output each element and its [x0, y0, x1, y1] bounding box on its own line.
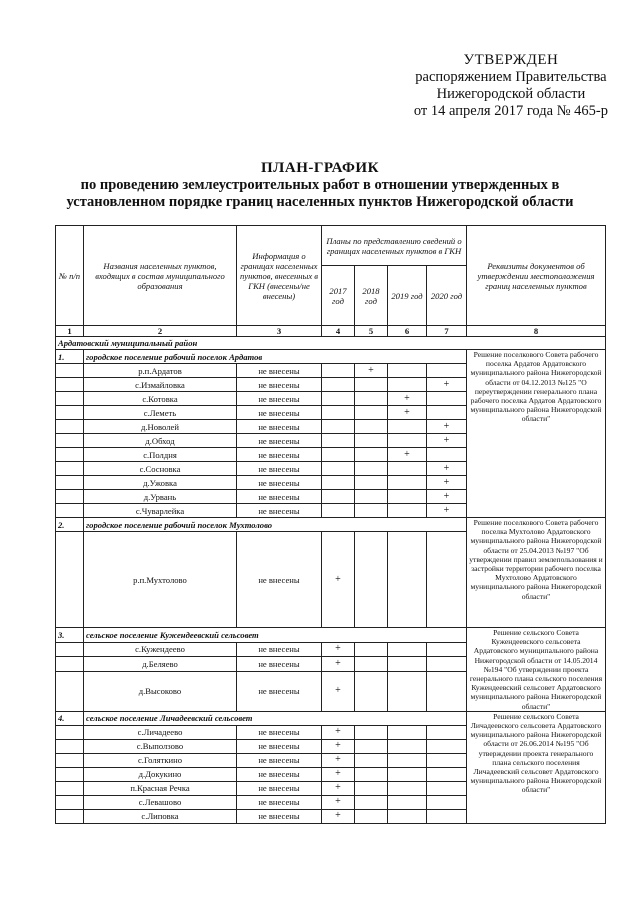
plan-mark-2017 [322, 462, 355, 476]
column-number-row [56, 326, 606, 337]
plan-mark-2020 [427, 392, 467, 406]
settlement-number: 1. [56, 350, 84, 364]
plan-mark-2018 [355, 795, 388, 809]
plan-mark-2018 [355, 504, 388, 518]
plan-mark-2017: + [322, 781, 355, 795]
plan-mark-2017: + [322, 532, 355, 628]
plan-mark-2017 [322, 476, 355, 490]
header-2018: 2018 год [355, 266, 388, 326]
gkn-status: не внесены [237, 781, 322, 795]
place-name: с.Выползово [84, 739, 237, 753]
plan-mark-2020 [427, 739, 467, 753]
place-name: с.Голяткино [84, 753, 237, 767]
gkn-status: не внесены [237, 739, 322, 753]
plan-mark-2018 [355, 753, 388, 767]
plan-mark-2017 [322, 364, 355, 378]
place-name: р.п.Ардатов [84, 364, 237, 378]
place-name: с.Левашово [84, 795, 237, 809]
gkn-status: не внесены [237, 642, 322, 657]
plan-mark-2019 [388, 767, 427, 781]
settlement-header-row [56, 518, 606, 532]
plan-mark-2018 [355, 739, 388, 753]
header-names: Названия населенных пунктов, входящих в состав муниципального образования [84, 226, 237, 326]
plan-mark-2020 [427, 364, 467, 378]
row-number-cell [56, 490, 84, 504]
gkn-status: не внесены [237, 725, 322, 739]
plan-mark-2017: + [322, 671, 355, 711]
plan-mark-2018 [355, 725, 388, 739]
header-2019: 2019 год [388, 266, 427, 326]
plan-mark-2018 [355, 462, 388, 476]
document-title [0, 160, 640, 211]
plan-mark-2019 [388, 364, 427, 378]
plan-mark-2020 [427, 532, 467, 628]
plan-mark-2018 [355, 378, 388, 392]
plan-mark-2017: + [322, 795, 355, 809]
requisites-cell: Решение поселкового Совета рабочего поселка Мухтолово Ардатовского муниципального района Нижегородской области от 25.04.2013 №197 "Об утверждении правил землепользования и застройки территории рабочего поселка Мухтолово Ардатовского муниципального района Нижегородской области" [467, 518, 606, 628]
approval-block [414, 52, 608, 120]
header-num: № п/п [56, 226, 84, 326]
row-number-cell [56, 671, 84, 711]
settlement-header-row [56, 711, 606, 725]
row-number-cell [56, 767, 84, 781]
approval-line-2: Нижегородской области [436, 86, 586, 102]
plan-mark-2017: + [322, 739, 355, 753]
settlement-number: 2. [56, 518, 84, 532]
row-number-cell [56, 725, 84, 739]
gkn-status: не внесены [237, 671, 322, 711]
approval-line-3: от 14 апреля 2017 года № 465-р [413, 103, 608, 119]
settlement-header-row [56, 628, 606, 643]
row-number-cell [56, 504, 84, 518]
gkn-status: не внесены [237, 448, 322, 462]
plan-mark-2020 [427, 795, 467, 809]
plan-mark-2017: + [322, 753, 355, 767]
plan-mark-2018 [355, 642, 388, 657]
plan-mark-2020 [427, 642, 467, 657]
plan-mark-2020 [427, 725, 467, 739]
gkn-status: не внесены [237, 364, 322, 378]
plan-mark-2018 [355, 532, 388, 628]
plan-mark-2017 [322, 392, 355, 406]
plan-body [56, 350, 606, 824]
title-line-2: установленном порядке границ населенных пунктов Нижегородской области [66, 194, 574, 210]
row-number-cell [56, 753, 84, 767]
plan-mark-2020 [427, 406, 467, 420]
plan-mark-2017 [322, 490, 355, 504]
plan-mark-2019 [388, 781, 427, 795]
plan-mark-2018 [355, 490, 388, 504]
place-name: с.Полдня [84, 448, 237, 462]
plan-mark-2019 [388, 795, 427, 809]
title-main: ПЛАН-ГРАФИК [261, 160, 379, 176]
gkn-status: не внесены [237, 657, 322, 672]
requisites-cell: Решение поселкового Совета рабочего поселка Ардатов Ардатовского муниципального района Нижегородской области от 04.12.2013 №125 "О переутверждении генерального плана рабочего поселка Ардатов Ардатовского муниципального района Нижегородской области" [467, 350, 606, 518]
gkn-status: не внесены [237, 795, 322, 809]
gkn-status: не внесены [237, 532, 322, 628]
header-2017: 2017 год [322, 266, 355, 326]
plan-mark-2017 [322, 434, 355, 448]
plan-mark-2018: + [355, 364, 388, 378]
plan-mark-2018 [355, 392, 388, 406]
settlement-number: 3. [56, 628, 84, 643]
plan-mark-2018 [355, 406, 388, 420]
place-name: д.Докукино [84, 767, 237, 781]
settlement-name: городское поселение рабочий поселок Мухтолово [84, 518, 467, 532]
gkn-status: не внесены [237, 406, 322, 420]
place-name: с.Личадеево [84, 725, 237, 739]
plan-mark-2017: + [322, 725, 355, 739]
approval-heading: УТВЕРЖДЕН [463, 52, 559, 68]
plan-mark-2017: + [322, 767, 355, 781]
place-name: д.Высоково [84, 671, 237, 711]
plan-mark-2020 [427, 448, 467, 462]
row-number-cell [56, 809, 84, 823]
plan-mark-2020: + [427, 434, 467, 448]
place-name: с.Сосновка [84, 462, 237, 476]
plan-mark-2019 [388, 657, 427, 672]
gkn-status: не внесены [237, 420, 322, 434]
plan-mark-2019: + [388, 392, 427, 406]
plan-mark-2017: + [322, 642, 355, 657]
plan-mark-2018 [355, 420, 388, 434]
place-name: д.Ужовка [84, 476, 237, 490]
column-number: 4 [322, 326, 355, 337]
place-name: д.Урвань [84, 490, 237, 504]
row-number-cell [56, 739, 84, 753]
plan-mark-2019 [388, 476, 427, 490]
place-name: д.Новолей [84, 420, 237, 434]
gkn-status: не внесены [237, 462, 322, 476]
title-line-1: по проведению землеустроительных работ в отношении утвержденных в [80, 177, 560, 193]
gkn-status: не внесены [237, 476, 322, 490]
plan-mark-2019 [388, 490, 427, 504]
plan-mark-2019 [388, 753, 427, 767]
place-name: с.Измайловка [84, 378, 237, 392]
place-name: д.Обход [84, 434, 237, 448]
settlement-name: сельское поселение Кужендеевский сельсовет [84, 628, 467, 643]
gkn-status: не внесены [237, 767, 322, 781]
column-number: 5 [355, 326, 388, 337]
plan-mark-2019 [388, 809, 427, 823]
plan-mark-2020 [427, 657, 467, 672]
place-name: с.Котовка [84, 392, 237, 406]
row-number-cell [56, 448, 84, 462]
requisites-cell: Решение сельского Совета Кужендеевского сельсовета Ардатовского муниципального района Нижегородской области от 14.05.2014 №194 "Об утверждении проекта генерального плана сельского поселения Кужендеевский сельсовет Ардатовского муниципального района Нижегородской области" [467, 628, 606, 712]
row-number-cell [56, 420, 84, 434]
column-number: 6 [388, 326, 427, 337]
row-number-cell [56, 642, 84, 657]
place-name: п.Красная Речка [84, 781, 237, 795]
requisites-cell: Решение сельского Совета Личадеевского сельсовета Ардатовского муниципального района Нижегородской области от 26.06.2014 №195 "Об утверждении проекта генерального плана сельского поселения Личадеевский сельсовет Ардатовского муниципального района Нижегородской области" [467, 711, 606, 823]
row-number-cell [56, 364, 84, 378]
plan-mark-2019 [388, 532, 427, 628]
plan-mark-2017 [322, 504, 355, 518]
gkn-status: не внесены [237, 753, 322, 767]
plan-mark-2018 [355, 434, 388, 448]
plan-mark-2020: + [427, 420, 467, 434]
plan-mark-2019: + [388, 406, 427, 420]
gkn-status: не внесены [237, 378, 322, 392]
gkn-status: не внесены [237, 504, 322, 518]
place-name: с.Леметь [84, 406, 237, 420]
approval-line-1: распоряжением Правительства [415, 69, 607, 85]
plan-table [55, 225, 606, 824]
plan-mark-2018 [355, 767, 388, 781]
plan-mark-2017: + [322, 657, 355, 672]
gkn-status: не внесены [237, 490, 322, 504]
gkn-status: не внесены [237, 434, 322, 448]
plan-mark-2017 [322, 378, 355, 392]
column-number: 7 [427, 326, 467, 337]
district-row [56, 337, 606, 350]
plan-mark-2017 [322, 448, 355, 462]
plan-mark-2020: + [427, 490, 467, 504]
plan-mark-2017: + [322, 809, 355, 823]
settlement-number: 4. [56, 711, 84, 725]
plan-mark-2020: + [427, 462, 467, 476]
row-number-cell [56, 532, 84, 628]
place-name: р.п.Мухтолово [84, 532, 237, 628]
settlement-header-row [56, 350, 606, 364]
gkn-status: не внесены [237, 809, 322, 823]
column-number: 3 [237, 326, 322, 337]
plan-mark-2020 [427, 671, 467, 711]
plan-mark-2020: + [427, 476, 467, 490]
plan-mark-2019 [388, 671, 427, 711]
plan-mark-2017 [322, 420, 355, 434]
row-number-cell [56, 657, 84, 672]
row-number-cell [56, 406, 84, 420]
plan-mark-2019: + [388, 448, 427, 462]
plan-mark-2019 [388, 504, 427, 518]
plan-mark-2018 [355, 781, 388, 795]
plan-mark-2018 [355, 448, 388, 462]
plan-mark-2018 [355, 476, 388, 490]
plan-mark-2019 [388, 642, 427, 657]
plan-mark-2017 [322, 406, 355, 420]
header-requisites: Реквизиты документов об утверждении местоположения границ населенных пунктов [467, 226, 606, 326]
plan-mark-2019 [388, 725, 427, 739]
row-number-cell [56, 476, 84, 490]
row-number-cell [56, 378, 84, 392]
plan-mark-2019 [388, 739, 427, 753]
header-plans: Планы по представлению сведений о границах населенных пунктов в ГКН [322, 226, 467, 266]
place-name: с.Чуварлейка [84, 504, 237, 518]
gkn-status: не внесены [237, 392, 322, 406]
header-info: Информация о границах населенных пунктов, внесенных в ГКН (внесены/не внесены) [237, 226, 322, 326]
plan-mark-2018 [355, 671, 388, 711]
district-name: Ардатовский муниципальный район [56, 337, 606, 350]
row-number-cell [56, 795, 84, 809]
plan-mark-2019 [388, 462, 427, 476]
column-number: 2 [84, 326, 237, 337]
row-number-cell [56, 781, 84, 795]
column-number: 8 [467, 326, 606, 337]
plan-mark-2018 [355, 657, 388, 672]
plan-mark-2020 [427, 781, 467, 795]
plan-mark-2020: + [427, 378, 467, 392]
settlement-name: городское поселение рабочий поселок Ардатов [84, 350, 467, 364]
row-number-cell [56, 392, 84, 406]
place-name: д.Беляево [84, 657, 237, 672]
plan-mark-2019 [388, 378, 427, 392]
column-number: 1 [56, 326, 84, 337]
plan-mark-2020 [427, 809, 467, 823]
plan-mark-2020 [427, 767, 467, 781]
plan-mark-2020: + [427, 504, 467, 518]
plan-mark-2019 [388, 420, 427, 434]
row-number-cell [56, 462, 84, 476]
place-name: с.Липовка [84, 809, 237, 823]
plan-mark-2019 [388, 434, 427, 448]
header-2020: 2020 год [427, 266, 467, 326]
settlement-name: сельское поселение Личадеевский сельсовет [84, 711, 467, 725]
row-number-cell [56, 434, 84, 448]
plan-mark-2020 [427, 753, 467, 767]
plan-mark-2018 [355, 809, 388, 823]
place-name: с.Кужендеево [84, 642, 237, 657]
